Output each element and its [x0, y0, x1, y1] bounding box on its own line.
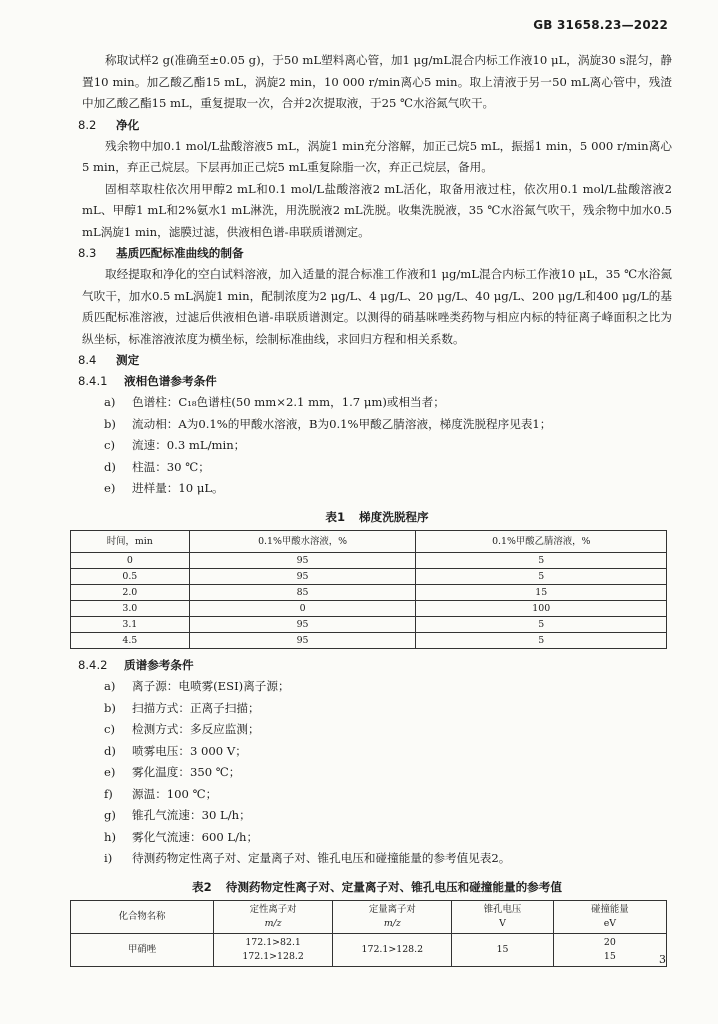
table-header-row [71, 530, 667, 553]
table-header-row [71, 900, 667, 933]
section-number: 8.2 [78, 117, 97, 132]
document-body [78, 50, 672, 967]
list-text: 雾化温度：350 ℃； [132, 765, 241, 779]
table-row [71, 633, 667, 649]
section-number: 8.3 [78, 246, 97, 260]
table-number: 表2 [192, 879, 212, 894]
header-unit: eV [603, 917, 617, 929]
section-heading-8-2 [78, 115, 672, 136]
list-text: 锥孔气流速：30 L/h； [132, 808, 251, 822]
paragraph-8-3-1: 取经提取和净化的空白试料溶液，加入适量的混合标准工作液和1 μg/mL混合内标工作液10 μL，35 ℃水浴氮气吹干，加水0.5 mL涡旋1 min，配制浓度为2 μg/L、4 μg/L、20 μg/L、40 μg/L、200 μg/L和400 μg/L的基质匹配标准溶液，过滤后供液相色谱-串联质谱测定。以测得的硝基咪唑类药物与相应内标的特征离子峰面积之比为纵坐标，标准溶液浓度为横坐标，绘制标准曲线，求回归方程和相关系数。 [82, 267, 672, 346]
table-cell: 2.0 [71, 585, 190, 601]
table-row [71, 617, 667, 633]
header-label: 定性离子对 [249, 903, 297, 915]
table-row [71, 569, 667, 585]
standard-number: GB 31658.23—2022 [533, 18, 668, 32]
table-cell: 5 [416, 617, 667, 633]
list-text: 喷雾电压：3 000 V； [132, 743, 247, 758]
list-item [104, 741, 672, 763]
list-label: g) [104, 808, 116, 822]
table-cell: 100 [416, 601, 667, 617]
table-cell: 15 [416, 585, 667, 601]
table-row [71, 933, 667, 966]
column-header [452, 900, 553, 933]
table-cell: 甲硝唑 [71, 933, 214, 966]
table-cell: 5 [416, 633, 667, 649]
table-number: 表1 [325, 509, 346, 524]
section-title: 液相色谱参考条件 [124, 374, 217, 388]
table-cell: 5 [416, 569, 667, 585]
paragraph-8-2-1: 残余物中加0.1 mol/L盐酸溶液5 mL，涡旋1 min充分溶解，加正己烷5 mL，振摇1 min，5 000 r/min离心5 min，弃正己烷层。下层再加正己烷5 mL重复除脂一次，弃正己烷层，备用。 [82, 138, 672, 174]
table-cell: 172.1>128.2 [333, 933, 452, 966]
cell-line: 15 [603, 950, 616, 962]
list-text: 色谱柱：C₁₈色谱柱(50 mm×2.1 mm，1.7 μm)或相当者； [132, 395, 445, 409]
section-title: 净化 [116, 117, 140, 132]
list-label: a) [104, 679, 116, 693]
section-number: 8.4.1 [78, 374, 108, 388]
column-header: 0.1%甲酸水溶液，% [189, 530, 416, 553]
section-title: 质谱参考条件 [124, 658, 194, 672]
header-label: 碰撞能量 [591, 903, 629, 915]
list-label: e) [104, 765, 116, 779]
lc-conditions-list [82, 392, 672, 500]
table1-caption [82, 506, 672, 528]
list-text: 柱温：30 ℃； [132, 459, 210, 474]
section-number: 8.4.2 [78, 658, 108, 672]
table-cell: 15 [452, 933, 553, 966]
column-header [553, 900, 666, 933]
table-cell: 85 [189, 585, 416, 601]
table-title: 梯度洗脱程序 [359, 509, 429, 524]
list-label: f) [104, 786, 113, 801]
list-item [104, 719, 672, 741]
section-heading-8-4-1 [78, 371, 672, 392]
list-label: i) [104, 851, 113, 865]
list-item [104, 392, 672, 414]
table-row [71, 601, 667, 617]
list-text: 进样量：10 μL。 [132, 481, 224, 495]
list-item [104, 827, 672, 849]
table-cell [553, 933, 666, 966]
column-header [214, 900, 333, 933]
list-text: 待测药物定性离子对、定量离子对、锥孔电压和碰撞能量的参考值见表2。 [132, 851, 511, 865]
list-item [104, 676, 672, 698]
table-title: 待测药物定性离子对、定量离子对、锥孔电压和碰撞能量的参考值 [225, 879, 562, 894]
table-row [71, 553, 667, 569]
intro-paragraph: 称取试样2 g(准确至±0.05 g)，于50 mL塑料离心管，加1 μg/mL混合内标工作液10 μL，涡旋30 s混匀，静置10 min。加乙酸乙酯15 mL，涡旋2 min，10 000 r/min离心5 min。取上清液于另一50 mL离心管中，残渣中加乙酸乙酯15 mL，重复提取一次，合并2次提取液，于25 ℃水浴氮气吹干。 [82, 53, 672, 110]
section-title: 基质匹配标准曲线的制备 [116, 246, 244, 260]
section-heading-8-4-2 [78, 655, 672, 676]
cell-line: 20 [603, 936, 616, 948]
gradient-table [70, 530, 667, 650]
table-cell: 5 [416, 553, 667, 569]
list-label: c) [104, 722, 116, 736]
column-header: 0.1%甲酸乙腈溶液，% [416, 530, 667, 553]
list-item [104, 457, 672, 479]
list-item [104, 414, 672, 436]
header-label: 锥孔电压 [483, 903, 522, 915]
page-number: 3 [659, 953, 666, 966]
section-heading-8-3 [78, 243, 672, 264]
paragraph-8-2-2: 固相萃取柱依次用甲醇2 mL和0.1 mol/L盐酸溶液2 mL活化，取备用液过柱，依次用0.1 mol/L盐酸溶液2 mL、甲醇1 mL和2%氨水1 mL淋洗，用洗脱液2 mL洗脱。收集洗脱液，35 ℃水浴氮气吹干，残余物中加水0.5 mL涡旋1 min，滤膜过滤，供液相色谱-串联质谱测定。 [82, 181, 672, 239]
list-label: d) [104, 743, 116, 758]
cell-line: 172.1>82.1 [245, 936, 301, 948]
list-item [104, 698, 672, 720]
header-label: 定量离子对 [368, 903, 416, 915]
list-item [104, 435, 672, 457]
table-cell: 95 [189, 553, 416, 569]
list-text: 源温：100 ℃； [132, 786, 218, 801]
list-item [104, 784, 672, 806]
list-text: 检测方式：多反应监测； [132, 722, 260, 736]
list-item [104, 848, 672, 870]
section-title: 测定 [116, 353, 140, 367]
table-cell [214, 933, 333, 966]
section-number: 8.4 [78, 353, 97, 367]
list-label: e) [104, 481, 116, 495]
column-header [333, 900, 452, 933]
table-cell: 0 [189, 601, 416, 617]
ms-parameters-table [70, 900, 667, 967]
section-heading-8-4 [78, 350, 672, 371]
table-cell: 95 [189, 633, 416, 649]
table-cell: 3.0 [71, 601, 190, 617]
list-label: b) [104, 700, 116, 715]
table2-caption [82, 876, 672, 898]
list-label: h) [104, 829, 116, 844]
list-label: c) [104, 438, 116, 452]
list-text: 流速：0.3 mL/min； [132, 438, 246, 452]
header-unit: m/z [264, 917, 282, 929]
list-text: 雾化气流速：600 L/h； [132, 829, 259, 844]
list-label: a) [104, 395, 116, 409]
list-text: 流动相：A为0.1%的甲酸水溶液，B为0.1%甲酸乙腈溶液，梯度洗脱程序见表1； [132, 416, 552, 431]
table-cell: 3.1 [71, 617, 190, 633]
column-header: 化合物名称 [71, 900, 214, 933]
header-unit: V [499, 917, 506, 929]
table-cell: 0.5 [71, 569, 190, 585]
table-cell: 95 [189, 617, 416, 633]
list-text: 离子源：电喷雾(ESI)离子源； [132, 679, 290, 693]
list-label: d) [104, 459, 116, 474]
table-cell: 0 [71, 553, 190, 569]
list-text: 扫描方式：正离子扫描； [132, 700, 260, 715]
column-header: 时间，min [71, 530, 190, 553]
ms-conditions-list [82, 676, 672, 870]
table-cell: 4.5 [71, 633, 190, 649]
list-item [104, 762, 672, 784]
list-item [104, 805, 672, 827]
header-unit: m/z [383, 917, 401, 929]
table-cell: 95 [189, 569, 416, 585]
cell-line: 172.1>128.2 [242, 950, 304, 962]
table-row [71, 585, 667, 601]
list-label: b) [104, 416, 116, 431]
list-item [104, 478, 672, 500]
